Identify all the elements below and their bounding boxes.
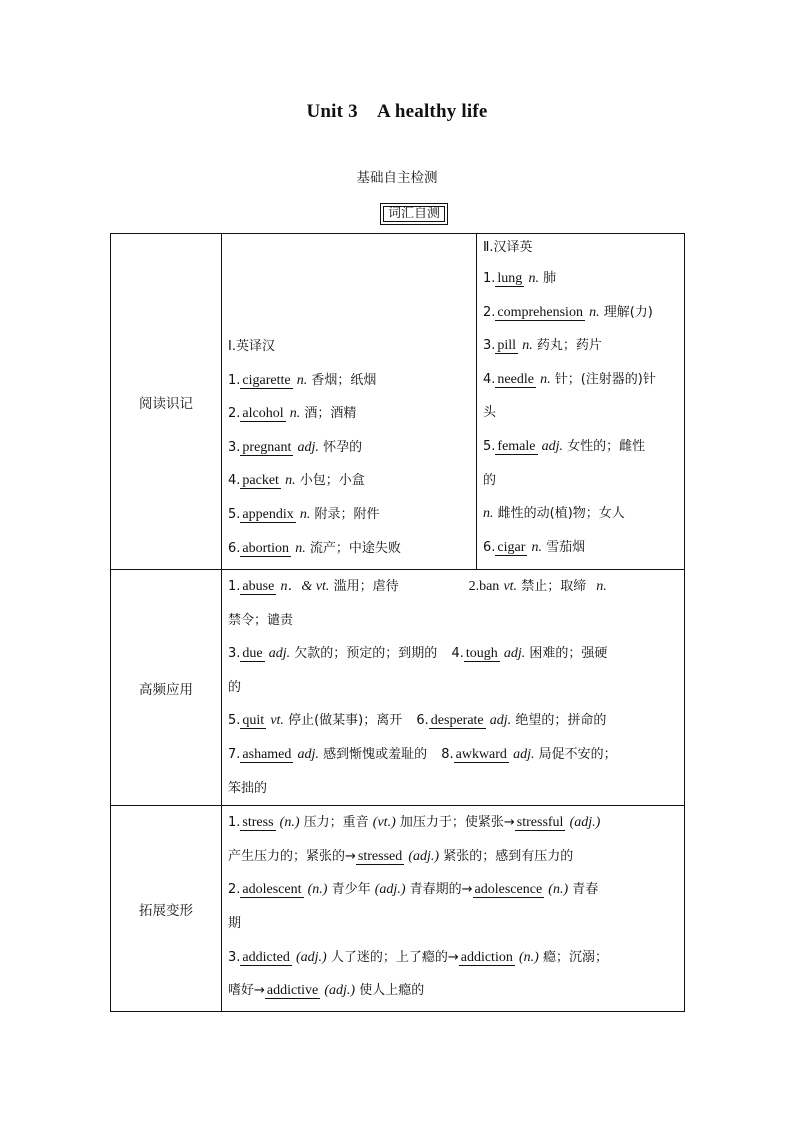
list-item: 6. cigar n. 雪茄烟 bbox=[483, 539, 586, 555]
table-row bbox=[111, 806, 685, 1012]
list-item: 1. lung n. 肺 bbox=[483, 271, 557, 286]
list-item: 7. ashamed adj. 感到惭愧或羞耻的 8. awkward adj. 局促不安的； bbox=[228, 746, 617, 762]
frequent-use-cell bbox=[222, 570, 685, 806]
word-forms-cell bbox=[222, 806, 685, 1012]
row-label-frequent: 高频应用 bbox=[111, 570, 222, 806]
boxed-section-label: 词汇自测 bbox=[380, 203, 448, 225]
table-row bbox=[111, 570, 685, 806]
list-item: 4. packet n. 小包；小盒 bbox=[228, 473, 365, 489]
list-item: 2. adolescent (n.) 青少年 (adj.) 青春期的→ adolescence (n.) 青春 bbox=[228, 882, 599, 898]
list-item: 禁令；谴责 bbox=[228, 612, 294, 628]
list-item: 嗜好→ addictive (adj.) 使人上瘾的 bbox=[228, 983, 425, 999]
list-item: n. 雌性的动(植)物；女人 bbox=[483, 506, 625, 522]
list-item: 期 bbox=[228, 915, 242, 931]
list-item: 5. appendix n. 附录；附件 bbox=[228, 506, 380, 522]
list-item: 1. stress (n.) 压力；重音 (vt.) 加压力于；使紧张→ stressful (adj.) bbox=[228, 815, 601, 831]
list-item: 2. comprehension n. 理解(力) bbox=[483, 304, 653, 320]
row-label-reading: 阅读识记 bbox=[111, 234, 222, 570]
table-row bbox=[111, 234, 685, 570]
english-to-chinese-cell bbox=[222, 234, 477, 570]
page-title: Unit 3 A healthy life bbox=[306, 101, 488, 122]
list-item: 1. abuse n．& vt. 滥用；虐待 2.ban vt. 禁止；取缔 n. bbox=[228, 579, 607, 594]
list-item: 3. pregnant adj. 怀孕的 bbox=[228, 439, 363, 455]
part2-list bbox=[483, 262, 678, 564]
part2-heading: Ⅱ.汉译英 bbox=[483, 240, 533, 255]
list-item: 产生压力的；紧张的→ stressed (adj.) 紧张的；感到有压力的 bbox=[228, 848, 574, 864]
list-item: 3. addicted (adj.) 人了迷的；上了瘾的→ addiction (n.) 瘾；沉溺； bbox=[228, 949, 608, 965]
list-item: 1. cigarette n. 香烟；纸烟 bbox=[228, 372, 377, 388]
list-item: 6. abortion n. 流产；中途失败 bbox=[228, 540, 401, 556]
chinese-to-english-cell bbox=[477, 234, 685, 570]
row-label-expand: 拓展变形 bbox=[111, 806, 222, 1012]
list-item: 3. pill n. 药丸；药片 bbox=[483, 338, 602, 354]
list-item: 3. due adj. 欠款的；预定的；到期的 4. tough adj. 困难的；强硬 bbox=[228, 646, 608, 662]
part1-list bbox=[228, 364, 470, 566]
list-item: 的 bbox=[483, 472, 497, 488]
list-item: 笨拙的 bbox=[228, 780, 268, 796]
list-item: 头 bbox=[483, 405, 497, 421]
section-subtitle: 基础自主检测 bbox=[356, 170, 438, 186]
list-item: 的 bbox=[228, 679, 242, 695]
list-item: 2. alcohol n. 酒；酒精 bbox=[228, 406, 357, 422]
list-item: 5. female adj. 女性的；雌性 bbox=[483, 438, 646, 454]
list-item: 4. needle n. 针；(注射器的)针 bbox=[483, 371, 656, 387]
list-item: 5. quit vt. 停止(做某事)；离开 6. desperate adj. 绝望的；拼命的 bbox=[228, 713, 607, 729]
part1-heading: Ⅰ.英译汉 bbox=[228, 339, 275, 354]
vocab-table bbox=[110, 233, 685, 1012]
